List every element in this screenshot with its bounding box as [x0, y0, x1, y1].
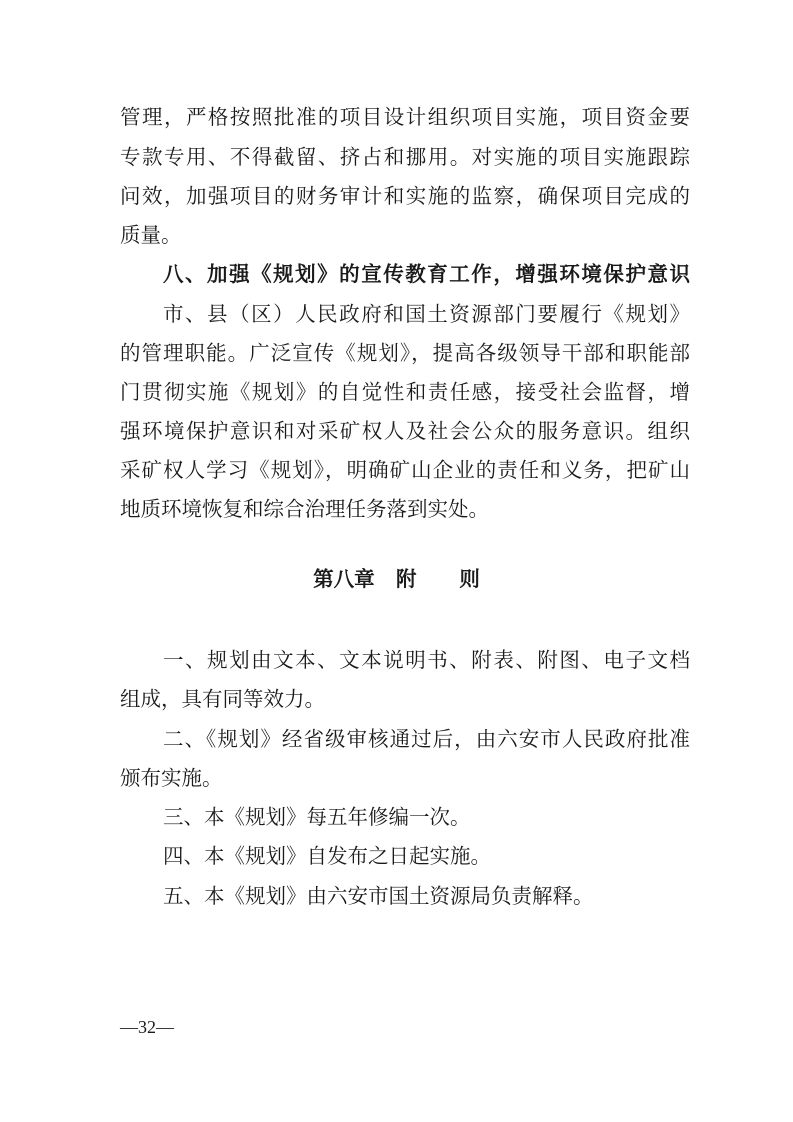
paragraph-1-line-2: 专款专用、不得截留、挤占和挪用。对实施的项目实施跟踪 — [120, 145, 690, 169]
section-heading-8: 八、加强《规划》的宣传教育工作，增强环境保护意识 — [163, 262, 690, 286]
article-2-line-2: 颁布实施。 — [120, 766, 223, 790]
paragraph-1-line-4: 质量。 — [120, 223, 182, 247]
article-3: 三、本《规划》每五年修编一次。 — [163, 805, 471, 829]
paragraph-2-line-3: 门贯彻实施《规划》的自觉性和责任感，接受社会监督，增 — [120, 380, 690, 404]
paragraph-1-line-3: 问效，加强项目的财务审计和实施的监察，确保项目完成的 — [120, 184, 690, 208]
paragraph-2-line-1: 市、县（区）人民政府和国土资源部门要履行《规划》 — [163, 302, 690, 326]
paragraph-2-line-6: 地质环境恢复和综合治理任务落到实处。 — [120, 497, 489, 521]
paragraph-1-line-1: 管理，严格按照批准的项目设计组织项目实施，项目资金要 — [120, 105, 690, 129]
paragraph-2-line-2: 的管理职能。广泛宣传《规划》，提高各级领导干部和职能部 — [120, 341, 690, 365]
article-1-line-1: 一、规划由文本、文本说明书、附表、附图、电子文档 — [163, 648, 690, 672]
paragraph-2-line-5: 采矿权人学习《规划》，明确矿山企业的责任和义务，把矿山 — [120, 458, 690, 482]
article-1-line-2: 组成，具有同等效力。 — [120, 687, 325, 711]
paragraph-2-line-4: 强环境保护意识和对采矿权人及社会公众的服务意识。组织 — [120, 419, 690, 443]
article-4: 四、本《规划》自发布之日起实施。 — [163, 844, 491, 868]
article-5: 五、本《规划》由六安市国土资源局负责解释。 — [163, 884, 594, 908]
page-number: —32— — [120, 1017, 174, 1037]
article-2-line-1: 二、《规划》经省级审核通过后，由六安市人民政府批准 — [163, 727, 690, 751]
chapter-title: 第八章 附 则 — [313, 567, 480, 591]
